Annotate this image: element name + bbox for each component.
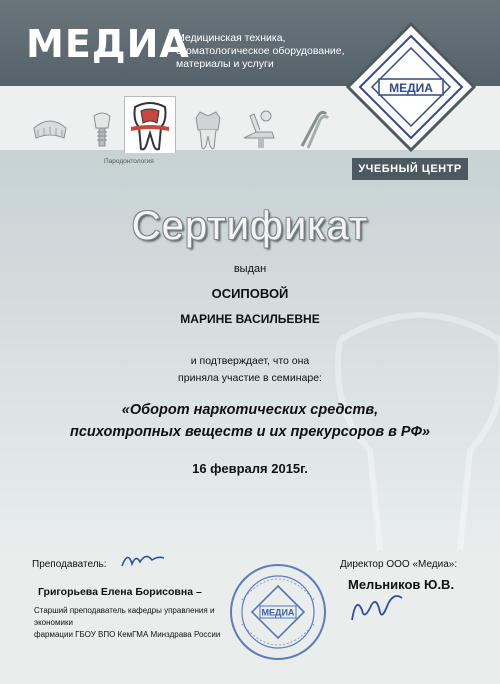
- issued-label: выдан: [233, 263, 267, 275]
- icon-caption: Пародонтология: [104, 158, 154, 165]
- director-label: Директор ООО «Медиа»:: [340, 559, 458, 570]
- specialty-icons: [20, 96, 340, 166]
- seminar-title: «Оборот наркотических средств,: [121, 402, 379, 418]
- forceps-icon: [290, 102, 334, 156]
- teacher-position-line: Старший преподаватель кафедры управления и экономики: [34, 606, 215, 627]
- teacher-position: [34, 605, 234, 641]
- director-name: Мельников Ю.В.: [348, 577, 455, 592]
- teacher-signature: [120, 548, 166, 572]
- confirm-text: и подтверждает, что она: [190, 355, 310, 367]
- training-center-badge: УЧЕБНЫЙ ЦЕНТР: [352, 158, 468, 180]
- crown-tooth-icon: [186, 102, 230, 156]
- tagline-line: стоматологическое оборудование,: [176, 45, 345, 57]
- logo-text: МЕДИА: [389, 81, 433, 95]
- dentures-icon: [28, 102, 72, 156]
- media-logo: [346, 22, 476, 152]
- implant-icon: [80, 102, 124, 156]
- periodontal-tooth-icon: [124, 96, 176, 153]
- recipient-name: МАРИНЕ ВАСИЛЬЕВНЕ: [180, 312, 320, 326]
- brand-name: МЕДИА: [26, 22, 190, 66]
- seminar-title: психотропных веществ и их прекурсоров в РФ»: [69, 424, 430, 440]
- teacher-name: Григорьева Елена Борисовна –: [38, 586, 202, 598]
- seminar-date: 16 февраля 2015г.: [192, 461, 308, 476]
- teacher-label: Преподаватель:: [32, 559, 107, 570]
- dental-chair-icon: [236, 102, 280, 156]
- tagline-line: Медицинская техника,: [176, 32, 286, 44]
- director-signature: [346, 590, 406, 624]
- tagline-line: материалы и услуги: [176, 58, 274, 70]
- confirm-text: приняла участие в семинаре:: [178, 372, 322, 384]
- teacher-position-line: фармации ГБОУ ВПО КемГМА Минздрава России: [34, 630, 221, 639]
- recipient-surname: ОСИПОВОЙ: [211, 286, 289, 301]
- company-stamp: [228, 562, 328, 662]
- certificate-title: Сертификат: [131, 204, 369, 248]
- stamp-text: МЕДИА: [261, 607, 295, 618]
